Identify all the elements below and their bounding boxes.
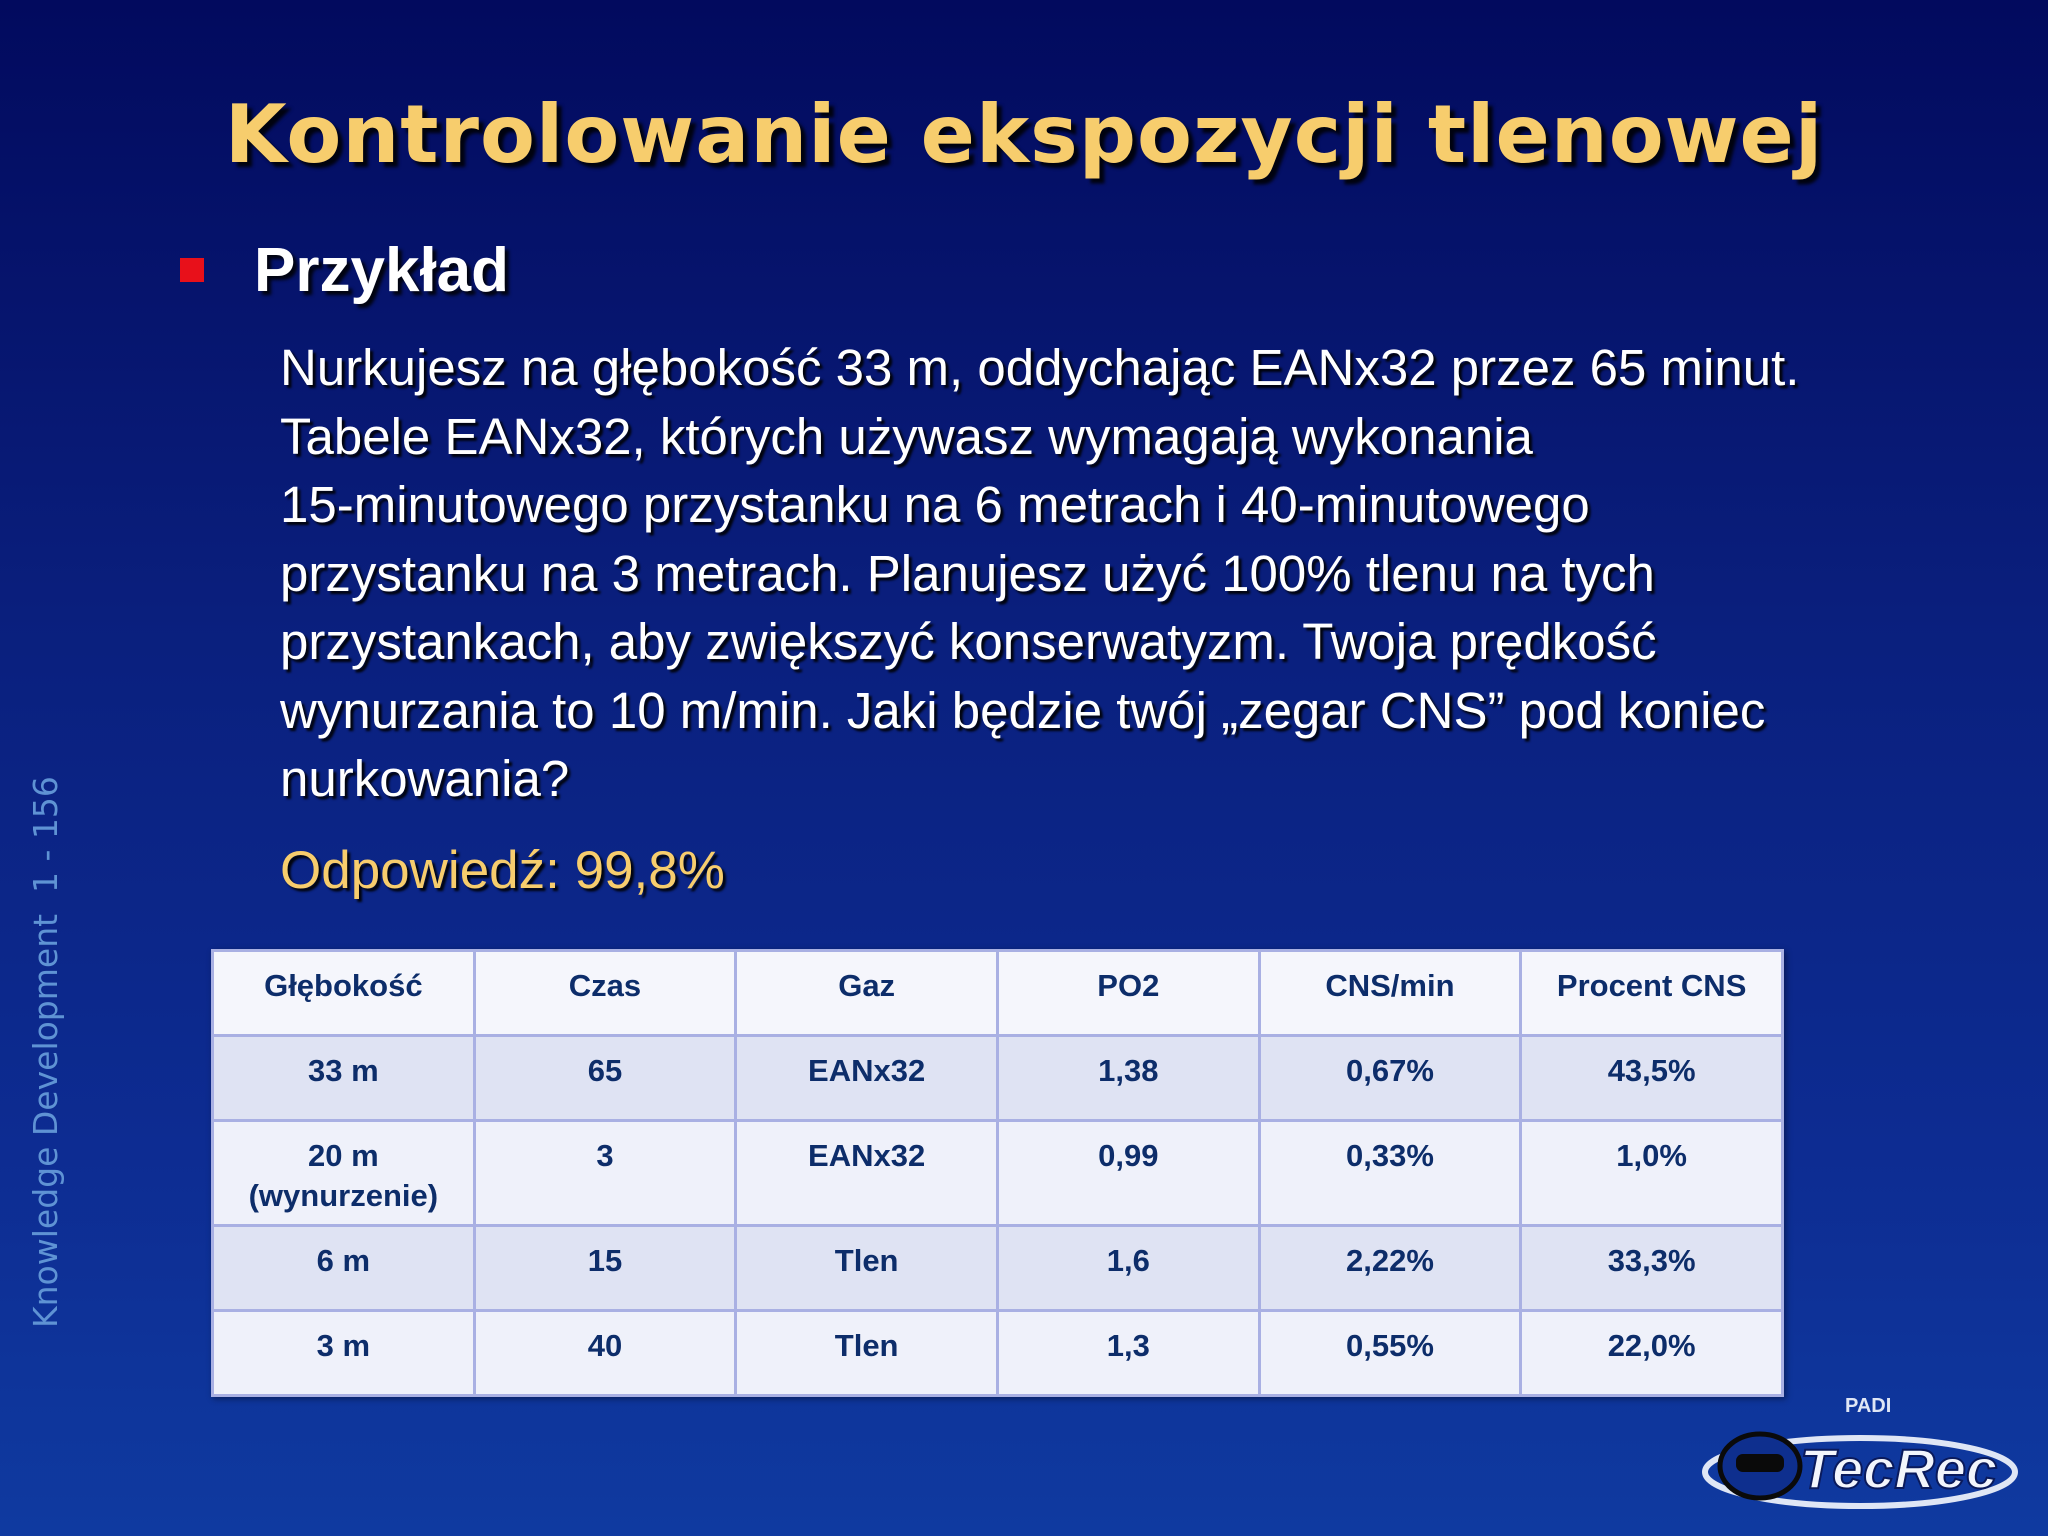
slide-title: Kontrolowanie ekspozycji tlenowej bbox=[224, 88, 1824, 181]
bullet-heading: Przykład bbox=[254, 235, 510, 305]
bullet-row bbox=[180, 232, 509, 308]
paragraph-line: przystanku na 3 metrach. Planujesz użyć 100% tlenu na tych bbox=[280, 544, 1655, 602]
header-cell: PO2 bbox=[997, 951, 1259, 1036]
table-cell: 0,67% bbox=[1259, 1036, 1521, 1121]
table-cell: Tlen bbox=[736, 1226, 998, 1311]
paragraph-line: nurkowania? bbox=[280, 750, 570, 807]
table-row bbox=[213, 1226, 1783, 1311]
logo-name-text: TecRec bbox=[1800, 1437, 1998, 1500]
paragraph-line: Nurkujesz na głębokość 33 m, oddychając EANx32 przez 65 minut. bbox=[280, 339, 1800, 396]
header-cell: Głębokość bbox=[213, 951, 475, 1036]
table-cell: 65 bbox=[474, 1036, 736, 1121]
answer-text: Odpowiedź: 99,8% bbox=[280, 841, 725, 900]
header-cell: Czas bbox=[474, 951, 736, 1036]
paragraph-line: wynurzania to 10 m/min. Jaki będzie twój „zegar CNS” pod koniec bbox=[280, 681, 1766, 739]
table-cell: 6 m bbox=[213, 1226, 475, 1311]
table-cell: 0,99 bbox=[997, 1121, 1259, 1226]
table-cell: Tlen bbox=[736, 1311, 998, 1396]
diver-mask-icon bbox=[1736, 1454, 1784, 1472]
table-cell: 0,55% bbox=[1259, 1311, 1521, 1396]
table-cell: 33,3% bbox=[1521, 1226, 1783, 1311]
table-header-row bbox=[213, 951, 1783, 1036]
table-cell bbox=[213, 1121, 475, 1226]
example-paragraph bbox=[280, 334, 2000, 814]
padi-tecrec-logo bbox=[1700, 1392, 2030, 1522]
table-cell: 1,3 bbox=[997, 1311, 1259, 1396]
bullet-square-icon bbox=[180, 258, 204, 282]
cns-table bbox=[211, 949, 1784, 1397]
paragraph-line: przystankach, aby zwiększyć konserwatyzm. Twoja prędkość bbox=[280, 613, 1657, 670]
paragraph-line: Tabele EANx32, których używasz wymagają wykonania bbox=[280, 407, 1533, 465]
ascent-note: (wynurzenie) bbox=[248, 1178, 439, 1213]
table-cell: 1,0% bbox=[1521, 1121, 1783, 1226]
table-cell: 40 bbox=[474, 1311, 736, 1396]
table-cell: 3 bbox=[474, 1121, 736, 1226]
table-cell: 33 m bbox=[213, 1036, 475, 1121]
logo-brand-text: PADI bbox=[1845, 1395, 1892, 1417]
paragraph-line: 15-minutowego przystanku na 6 metrach i 40-minutowego bbox=[280, 476, 1590, 533]
table-row bbox=[213, 1121, 1783, 1226]
table-cell: 0,33% bbox=[1259, 1121, 1521, 1226]
table-cell: 2,22% bbox=[1259, 1226, 1521, 1311]
table-cell: 1,6 bbox=[997, 1226, 1259, 1311]
side-label: Knowledge Development 1 - 156 bbox=[26, 776, 65, 1328]
table-row bbox=[213, 1036, 1783, 1121]
table-cell: 1,38 bbox=[997, 1036, 1259, 1121]
table-cell: 22,0% bbox=[1521, 1311, 1783, 1396]
table-cell: 15 bbox=[474, 1226, 736, 1311]
header-cell: Gaz bbox=[736, 951, 998, 1036]
table-cell: EANx32 bbox=[736, 1036, 998, 1121]
table-cell: 43,5% bbox=[1521, 1036, 1783, 1121]
header-cell: CNS/min bbox=[1259, 951, 1521, 1036]
table-cell: 3 m bbox=[213, 1311, 475, 1396]
table-row bbox=[213, 1311, 1783, 1396]
table-cell: EANx32 bbox=[736, 1121, 998, 1226]
header-cell: Procent CNS bbox=[1521, 951, 1783, 1036]
depth-value: 20 m bbox=[307, 1138, 379, 1173]
